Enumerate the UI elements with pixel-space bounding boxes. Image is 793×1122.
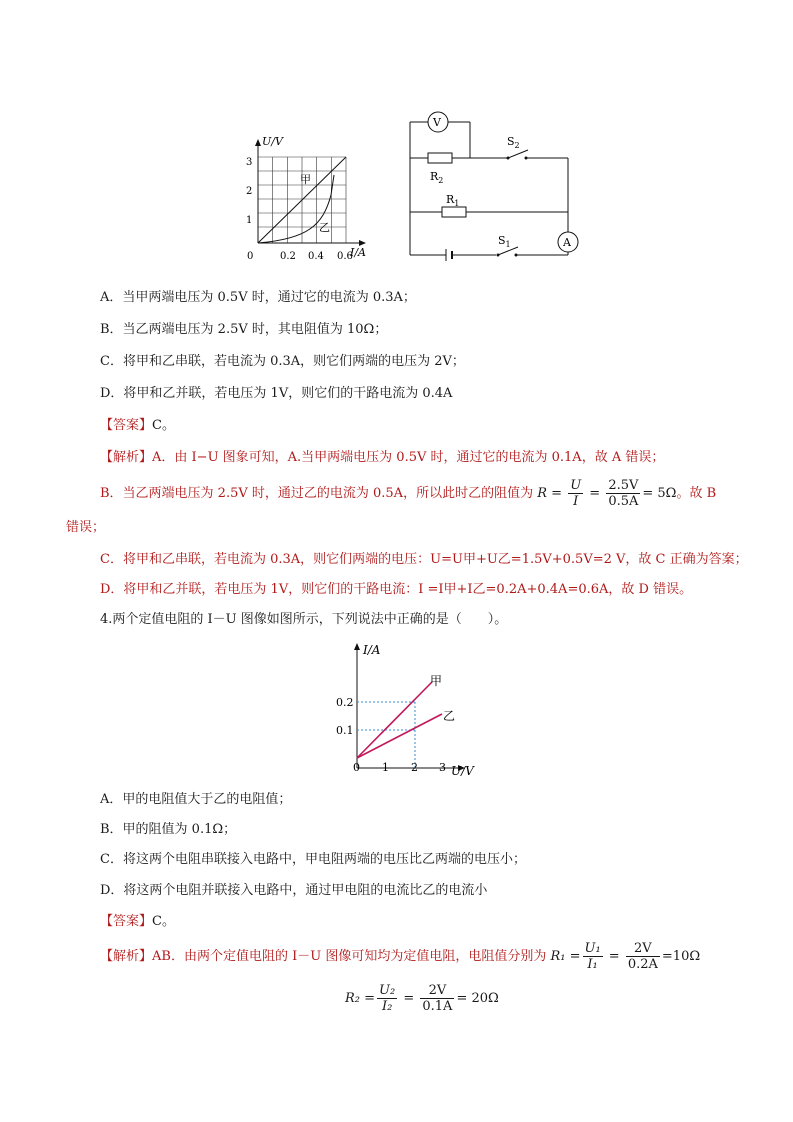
s2-label: $S_2$: [507, 135, 520, 150]
graph1-x-label: I/A: [350, 246, 366, 259]
eq1-result: =10Ω: [661, 949, 701, 964]
q4-option-c: C．将这两个电阻串联接入电路中，甲电阻两端的电压比乙两端的电压小；: [100, 852, 526, 867]
eq2-fraction-values: $\frac{2V}{0.1A}$: [422, 983, 453, 1014]
ammeter-label: A: [563, 236, 571, 249]
analysis-b-post: 。故 B: [676, 486, 717, 501]
q3-option-b: B．当乙两端电压为 2.5V 时，其电阻值为 10Ω；: [100, 322, 388, 337]
q4-answer-value: C。: [152, 914, 175, 929]
q3-analysis-c: C．将甲和乙串联，若电流为 0.3A，则它们两端的电压：U=U甲+U乙=1.5V+0.5V=2 V，故 C 正确为答案；: [100, 552, 748, 567]
graph1-x-tick-04: 0.4: [308, 251, 324, 262]
q3-option-a: A．当甲两端电压为 0.5V 时，通过它的电流为 0.3A；: [100, 290, 416, 305]
analysis-a-text: A．由 I−U 图象可知，A.当甲两端电压为 0.5V 时，通过它的电流为 0.1A，故 A 错误；: [152, 450, 665, 465]
circuit-diagram: [400, 105, 585, 265]
q3-analysis-b-wrap: 错误；: [66, 520, 106, 535]
q3-option-c: C．将甲和乙串联，若电流为 0.3A，则它们两端的电压为 2V；: [100, 354, 465, 369]
voltmeter-label: V: [433, 116, 441, 129]
q4-analysis-tag: 【解析】: [100, 949, 153, 964]
eq2-fraction-symbolic: $\frac{\text{U₂}}{\text{I₂}}$: [379, 983, 396, 1014]
q4-answer-tag: 【答案】: [100, 914, 153, 929]
q4-option-d: D．将这两个电阻并联接入电路中，通过甲电阻的电流比乙的电流小: [100, 883, 488, 898]
analysis-b-text: B．当乙两端电压为 2.5V 时，通过乙的电流为 0.5A，所以此时乙的阻值为: [100, 486, 534, 501]
q4-eq2: R₂ = $\frac{\text{U₂}}{\text{I₂}}$ = $\frac{2V}{0.1A}$ = 20Ω: [345, 983, 499, 1014]
line-yi: [357, 714, 442, 758]
fraction-u-over-i: $\frac{U}{I}$: [570, 478, 582, 509]
answer-tag: 【答案】: [100, 418, 153, 433]
graph1-origin: 0: [247, 251, 254, 262]
q4-analysis-ab: 【解析】AB．由两个定值电阻的 I－U 图像可知均为定值电阻，电阻值分别为 R₁ = $\frac{\text{U₁}}{\text{I₁}}$ = $\frac{2V}{0.2A}$ =10Ω: [100, 941, 701, 972]
eq2-result: = 20Ω: [456, 991, 499, 1006]
r1-label: $R_1$: [446, 193, 460, 208]
eq2-lhs: R₂ =: [345, 991, 376, 1006]
s1-label: $S_1$: [498, 234, 511, 249]
graph1-y-label: U/V: [262, 135, 283, 148]
r2-label: $R_2$: [430, 170, 444, 185]
graph2-label-jia: 甲: [430, 674, 443, 688]
q4-analysis-ab-text: AB．由两个定值电阻的 I－U 图像可知均为定值电阻，电阻值分别为: [152, 949, 547, 964]
graph1-x-tick-06: 0.6: [337, 251, 353, 262]
q3-option-d: D．将甲和乙并联，若电压为 1V，则它们的干路电流为 0.4A: [100, 386, 453, 401]
graph2-x-tick-1: 1: [382, 761, 389, 774]
answer-value: C。: [152, 418, 175, 433]
graph2-x-tick-2: 2: [411, 761, 418, 774]
graph1-x-tick-02: 0.2: [280, 251, 296, 262]
q4-option-b: B．甲的阻值为 0.1Ω；: [100, 822, 237, 837]
q3-analysis-a: [100, 448, 664, 468]
graph2-label-yi: 乙: [443, 709, 456, 723]
graph2-origin: 0: [353, 761, 360, 774]
graph2-x-tick-3: 3: [439, 761, 446, 774]
q4-option-a: A．甲的电阻值大于乙的电阻值；: [100, 792, 292, 807]
ui-graph-1: [238, 135, 368, 265]
graph2-y-tick-0.1: 0.1: [336, 724, 354, 737]
ui-graph-2: [330, 640, 474, 780]
graph1-label-yi: 乙: [319, 221, 330, 234]
graph1-y-tick-1: 1: [246, 215, 253, 226]
q4-stem: 4.两个定值电阻的 I－U 图像如图所示，下列说法中正确的是（ ）。: [100, 612, 508, 627]
eq1-lhs: R₁ =: [550, 949, 581, 964]
q3-analysis-d: D．将甲和乙并联，若电压为 1V，则它们的干路电流：I =I甲+I乙=0.2A+0.4A=0.6A，故 D 错误。: [100, 582, 693, 597]
graph2-x-label: U/V: [451, 764, 474, 778]
graph1-y-tick-2: 2: [246, 186, 253, 197]
analysis-tag: 【解析】: [100, 450, 153, 465]
graph1-y-tick-3: 3: [246, 157, 253, 168]
fraction-values: $\frac{2.5V}{0.5A}$: [608, 478, 639, 509]
eq1-fraction-values: $\frac{2V}{0.2A}$: [627, 941, 658, 972]
graph2-y-tick-0.2: 0.2: [336, 696, 354, 709]
q3-analysis-b: B．当乙两端电压为 2.5V 时，通过乙的电流为 0.5A，所以此时乙的阻值为 R = $\frac{U}{I}$ = $\frac{2.5V}{0.5A}$ = 5Ω。故 B: [100, 478, 717, 509]
graph2-y-label: I/A: [363, 643, 381, 657]
q3-answer: [100, 416, 175, 436]
eq1-fraction-symbolic: $\frac{\text{U₁}}{\text{I₁}}$: [584, 941, 601, 972]
analysis-b-result: = 5Ω: [642, 486, 677, 501]
graph1-label-jia: 甲: [300, 173, 311, 186]
line-jia: [357, 682, 432, 758]
analysis-b-r: R: [537, 486, 548, 501]
q4-answer: [100, 912, 175, 932]
